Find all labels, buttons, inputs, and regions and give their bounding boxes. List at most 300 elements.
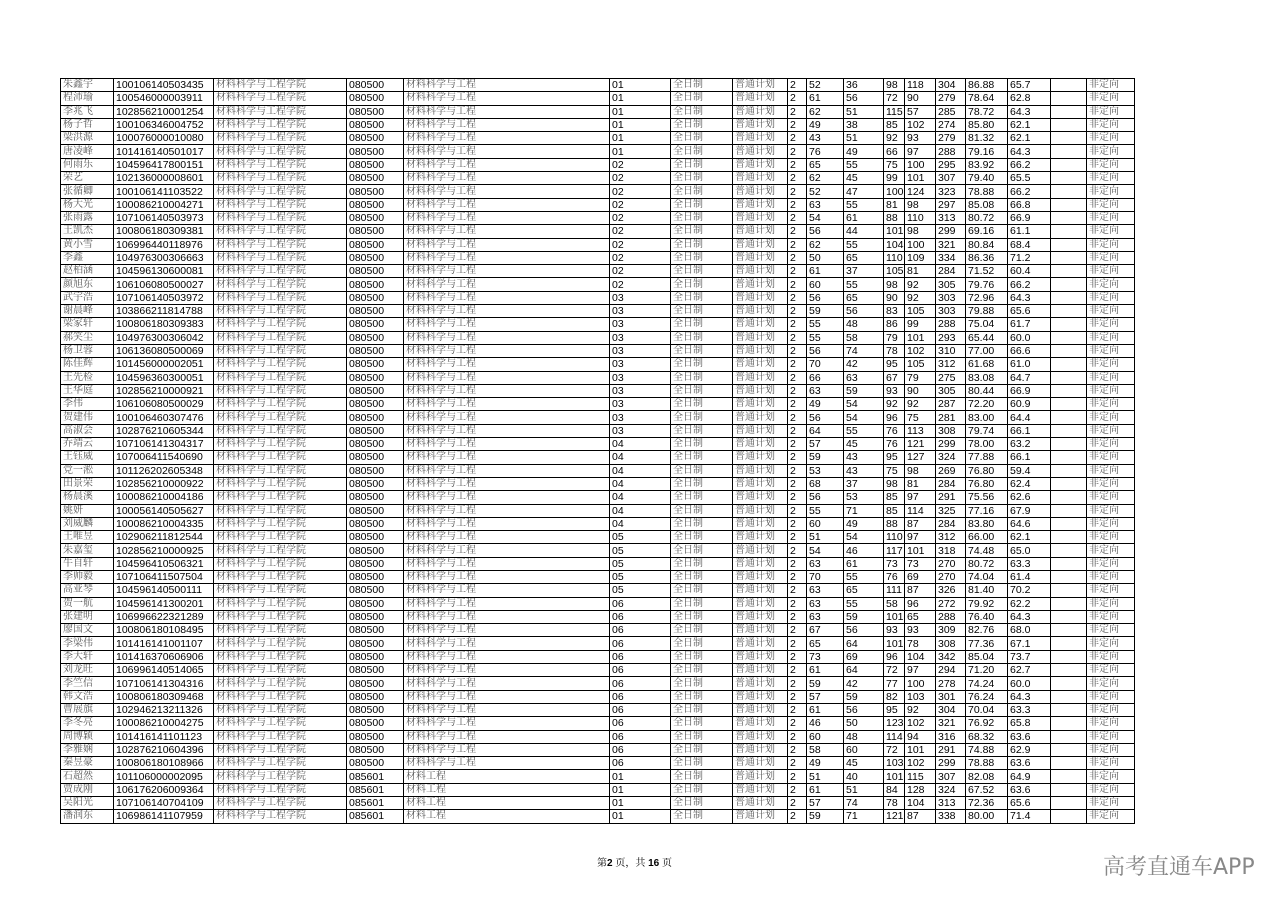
- page-suffix: 页: [659, 858, 673, 869]
- cell-retest: 77.36: [966, 637, 1008, 650]
- cell-exam-id: 104976300306042: [114, 331, 214, 344]
- cell-total: 310: [936, 344, 966, 357]
- cell-politics: 64: [807, 424, 844, 437]
- cell-study-mode: 全日制: [671, 411, 733, 424]
- cell-course-1: 67: [884, 371, 905, 384]
- cell-major-code: 080500: [347, 358, 404, 371]
- cell-plan-type: 普通计划: [733, 92, 788, 105]
- cell-major-code: 080500: [347, 238, 404, 251]
- cell-total: 305: [936, 384, 966, 397]
- cell-total: 338: [936, 810, 966, 823]
- cell-direction: 03: [610, 291, 671, 304]
- table-row: [61, 238, 1135, 251]
- table-row: [61, 517, 1135, 530]
- cell-final-score: 63.3: [1008, 557, 1051, 570]
- cell-course-2: 97: [905, 145, 936, 158]
- cell-total: 287: [936, 398, 966, 411]
- cell-college: 材料科学与工程学院: [214, 398, 347, 411]
- cell-course-2: 57: [905, 105, 936, 118]
- cell-politics: 61: [807, 703, 844, 716]
- cell-course-2: 73: [905, 557, 936, 570]
- cell-major-name: 材料科学与工程: [404, 491, 610, 504]
- table-row: [61, 344, 1135, 357]
- cell-plan-type: 普通计划: [733, 810, 788, 823]
- cell-exam-id: 100546000003911: [114, 92, 214, 105]
- cell-category: 非定向: [1087, 278, 1135, 291]
- cell-exam-id: 101416141001107: [114, 637, 214, 650]
- cell-politics: 70: [807, 570, 844, 583]
- cell-retest: 85.08: [966, 198, 1008, 211]
- cell-politics: 50: [807, 251, 844, 264]
- cell-direction: 03: [610, 411, 671, 424]
- cell-name: 高淑会: [61, 424, 114, 437]
- cell-direction: 03: [610, 358, 671, 371]
- cell-name: 李鑫: [61, 251, 114, 264]
- cell-course-1: 81: [884, 198, 905, 211]
- cell-name: 颜旭东: [61, 278, 114, 291]
- cell-major-name: 材料科学与工程: [404, 305, 610, 318]
- cell-study-mode: 全日制: [671, 438, 733, 451]
- cell-name: 乔靖云: [61, 438, 114, 451]
- cell-final-score: 65.8: [1008, 717, 1051, 730]
- cell-politics: 49: [807, 118, 844, 131]
- cell-course-1: 96: [884, 650, 905, 663]
- cell-category: 非定向: [1087, 438, 1135, 451]
- cell-subject-count: 2: [788, 424, 807, 437]
- cell-remark: [1051, 743, 1087, 756]
- cell-remark: [1051, 384, 1087, 397]
- cell-total: 284: [936, 477, 966, 490]
- cell-final-score: 64.3: [1008, 145, 1051, 158]
- cell-retest: 76.80: [966, 464, 1008, 477]
- cell-direction: 01: [610, 79, 671, 92]
- cell-name: 李兆飞: [61, 105, 114, 118]
- cell-plan-type: 普通计划: [733, 411, 788, 424]
- cell-course-1: 93: [884, 624, 905, 637]
- cell-plan-type: 普通计划: [733, 225, 788, 238]
- cell-politics: 57: [807, 690, 844, 703]
- cell-language: 56: [844, 305, 884, 318]
- cell-major-code: 080500: [347, 703, 404, 716]
- cell-direction: 01: [610, 783, 671, 796]
- cell-course-2: 105: [905, 358, 936, 371]
- cell-direction: 02: [610, 251, 671, 264]
- cell-major-code: 080500: [347, 172, 404, 185]
- cell-exam-id: 100086210004335: [114, 517, 214, 530]
- cell-language: 55: [844, 570, 884, 583]
- cell-course-2: 93: [905, 624, 936, 637]
- cell-total: 334: [936, 251, 966, 264]
- cell-language: 49: [844, 145, 884, 158]
- cell-exam-id: 102856210000922: [114, 477, 214, 490]
- cell-name: 程沛瑜: [61, 92, 114, 105]
- cell-name: 杨卫蓉: [61, 344, 114, 357]
- cell-course-1: 105: [884, 265, 905, 278]
- cell-study-mode: 全日制: [671, 265, 733, 278]
- cell-course-1: 98: [884, 79, 905, 92]
- cell-exam-id: 100086210004275: [114, 717, 214, 730]
- cell-direction: 01: [610, 797, 671, 810]
- cell-exam-id: 106996440118976: [114, 238, 214, 251]
- cell-language: 59: [844, 384, 884, 397]
- cell-retest: 82.08: [966, 770, 1008, 783]
- cell-study-mode: 全日制: [671, 677, 733, 690]
- cell-major-name: 材料科学与工程: [404, 677, 610, 690]
- cell-course-2: 127: [905, 451, 936, 464]
- cell-category: 非定向: [1087, 79, 1135, 92]
- cell-retest: 80.00: [966, 810, 1008, 823]
- cell-retest: 80.84: [966, 238, 1008, 251]
- table-row: [61, 783, 1135, 796]
- cell-total: 274: [936, 118, 966, 131]
- cell-retest: 71.20: [966, 664, 1008, 677]
- cell-politics: 65: [807, 637, 844, 650]
- cell-course-2: 105: [905, 305, 936, 318]
- cell-major-name: 材料科学与工程: [404, 743, 610, 756]
- cell-remark: [1051, 211, 1087, 224]
- cell-college: 材料科学与工程学院: [214, 531, 347, 544]
- cell-politics: 51: [807, 531, 844, 544]
- cell-final-score: 62.1: [1008, 118, 1051, 131]
- cell-major-code: 080500: [347, 464, 404, 477]
- cell-major-code: 080500: [347, 717, 404, 730]
- cell-course-1: 98: [884, 477, 905, 490]
- cell-study-mode: 全日制: [671, 172, 733, 185]
- cell-politics: 56: [807, 344, 844, 357]
- cell-exam-id: 102856210000925: [114, 544, 214, 557]
- cell-course-1: 110: [884, 251, 905, 264]
- cell-category: 非定向: [1087, 411, 1135, 424]
- cell-politics: 63: [807, 384, 844, 397]
- cell-exam-id: 107106140704109: [114, 797, 214, 810]
- cell-course-2: 75: [905, 411, 936, 424]
- cell-final-score: 65.5: [1008, 172, 1051, 185]
- cell-name: 杨大光: [61, 198, 114, 211]
- cell-exam-id: 100806180108495: [114, 624, 214, 637]
- table-row: [61, 743, 1135, 756]
- cell-retest: 69.16: [966, 225, 1008, 238]
- cell-final-score: 64.3: [1008, 291, 1051, 304]
- cell-retest: 80.44: [966, 384, 1008, 397]
- cell-remark: [1051, 145, 1087, 158]
- cell-course-1: 90: [884, 291, 905, 304]
- cell-remark: [1051, 198, 1087, 211]
- cell-college: 材料科学与工程学院: [214, 185, 347, 198]
- cell-plan-type: 普通计划: [733, 371, 788, 384]
- cell-name: 杨子哲: [61, 118, 114, 131]
- cell-subject-count: 2: [788, 517, 807, 530]
- cell-remark: [1051, 677, 1087, 690]
- cell-name: 吴阳光: [61, 797, 114, 810]
- cell-plan-type: 普通计划: [733, 278, 788, 291]
- cell-course-2: 97: [905, 664, 936, 677]
- cell-major-name: 材料科学与工程: [404, 251, 610, 264]
- cell-major-name: 材料科学与工程: [404, 544, 610, 557]
- cell-direction: 03: [610, 424, 671, 437]
- cell-subject-count: 2: [788, 358, 807, 371]
- cell-final-score: 66.9: [1008, 384, 1051, 397]
- cell-category: 非定向: [1087, 198, 1135, 211]
- table-row: [61, 438, 1135, 451]
- cell-exam-id: 107106141304316: [114, 677, 214, 690]
- cell-language: 55: [844, 424, 884, 437]
- cell-language: 65: [844, 584, 884, 597]
- cell-category: 非定向: [1087, 743, 1135, 756]
- cell-remark: [1051, 424, 1087, 437]
- cell-politics: 76: [807, 145, 844, 158]
- cell-college: 材料科学与工程学院: [214, 557, 347, 570]
- cell-major-code: 085601: [347, 810, 404, 823]
- cell-name: 王唯昱: [61, 531, 114, 544]
- cell-language: 46: [844, 544, 884, 557]
- cell-politics: 56: [807, 411, 844, 424]
- cell-study-mode: 全日制: [671, 757, 733, 770]
- cell-major-name: 材料科学与工程: [404, 238, 610, 251]
- cell-direction: 05: [610, 570, 671, 583]
- cell-remark: [1051, 265, 1087, 278]
- cell-study-mode: 全日制: [671, 251, 733, 264]
- cell-subject-count: 2: [788, 198, 807, 211]
- cell-direction: 06: [610, 730, 671, 743]
- cell-course-1: 101: [884, 770, 905, 783]
- cell-politics: 61: [807, 92, 844, 105]
- cell-category: 非定向: [1087, 172, 1135, 185]
- cell-name: 刘威麟: [61, 517, 114, 530]
- cell-subject-count: 2: [788, 278, 807, 291]
- page-mid: 页，共: [612, 858, 649, 869]
- cell-direction: 05: [610, 544, 671, 557]
- cell-remark: [1051, 797, 1087, 810]
- cell-retest: 68.32: [966, 730, 1008, 743]
- cell-final-score: 62.1: [1008, 531, 1051, 544]
- cell-retest: 76.40: [966, 610, 1008, 623]
- cell-language: 36: [844, 79, 884, 92]
- cell-remark: [1051, 810, 1087, 823]
- cell-total: 318: [936, 544, 966, 557]
- cell-politics: 53: [807, 464, 844, 477]
- cell-exam-id: 100106141103522: [114, 185, 214, 198]
- cell-retest: 71.52: [966, 265, 1008, 278]
- cell-major-code: 080500: [347, 198, 404, 211]
- cell-subject-count: 2: [788, 690, 807, 703]
- cell-major-code: 080500: [347, 251, 404, 264]
- cell-total: 269: [936, 464, 966, 477]
- cell-total: 297: [936, 198, 966, 211]
- cell-subject-count: 2: [788, 118, 807, 131]
- cell-subject-count: 2: [788, 717, 807, 730]
- cell-total: 299: [936, 225, 966, 238]
- cell-category: 非定向: [1087, 690, 1135, 703]
- cell-language: 42: [844, 677, 884, 690]
- cell-retest: 65.44: [966, 331, 1008, 344]
- cell-politics: 63: [807, 597, 844, 610]
- cell-course-2: 65: [905, 610, 936, 623]
- cell-total: 281: [936, 411, 966, 424]
- cell-retest: 78.64: [966, 92, 1008, 105]
- cell-subject-count: 2: [788, 584, 807, 597]
- cell-language: 58: [844, 331, 884, 344]
- cell-subject-count: 2: [788, 238, 807, 251]
- cell-final-score: 66.2: [1008, 158, 1051, 171]
- cell-study-mode: 全日制: [671, 504, 733, 517]
- cell-study-mode: 全日制: [671, 318, 733, 331]
- cell-language: 61: [844, 211, 884, 224]
- cell-college: 材料科学与工程学院: [214, 172, 347, 185]
- cell-course-2: 103: [905, 690, 936, 703]
- cell-name: 李帅毅: [61, 570, 114, 583]
- cell-politics: 66: [807, 371, 844, 384]
- cell-study-mode: 全日制: [671, 305, 733, 318]
- cell-name: 党一淞: [61, 464, 114, 477]
- cell-politics: 49: [807, 398, 844, 411]
- cell-politics: 63: [807, 610, 844, 623]
- cell-exam-id: 102136000008601: [114, 172, 214, 185]
- cell-direction: 06: [610, 624, 671, 637]
- table-row: [61, 717, 1135, 730]
- cell-plan-type: 普通计划: [733, 158, 788, 171]
- cell-category: 非定向: [1087, 398, 1135, 411]
- cell-course-2: 121: [905, 438, 936, 451]
- cell-major-code: 080500: [347, 305, 404, 318]
- table-row: [61, 451, 1135, 464]
- cell-course-1: 110: [884, 531, 905, 544]
- cell-category: 非定向: [1087, 677, 1135, 690]
- table-row: [61, 291, 1135, 304]
- cell-language: 43: [844, 451, 884, 464]
- cell-politics: 51: [807, 770, 844, 783]
- cell-name: 张雨露: [61, 211, 114, 224]
- table-row: [61, 757, 1135, 770]
- cell-category: 非定向: [1087, 637, 1135, 650]
- cell-total: 323: [936, 185, 966, 198]
- cell-college: 材料科学与工程学院: [214, 717, 347, 730]
- cell-direction: 04: [610, 464, 671, 477]
- cell-major-name: 材料科学与工程: [404, 185, 610, 198]
- cell-final-score: 64.9: [1008, 770, 1051, 783]
- cell-category: 非定向: [1087, 424, 1135, 437]
- cell-category: 非定向: [1087, 105, 1135, 118]
- cell-course-2: 113: [905, 424, 936, 437]
- cell-major-name: 材料科学与工程: [404, 717, 610, 730]
- cell-major-name: 材料科学与工程: [404, 92, 610, 105]
- cell-plan-type: 普通计划: [733, 597, 788, 610]
- cell-retest: 79.40: [966, 172, 1008, 185]
- cell-course-2: 87: [905, 584, 936, 597]
- cell-plan-type: 普通计划: [733, 464, 788, 477]
- cell-category: 非定向: [1087, 145, 1135, 158]
- table-row: [61, 770, 1135, 783]
- cell-major-code: 080500: [347, 504, 404, 517]
- cell-politics: 60: [807, 278, 844, 291]
- cell-study-mode: 全日制: [671, 105, 733, 118]
- cell-politics: 56: [807, 291, 844, 304]
- cell-politics: 61: [807, 265, 844, 278]
- cell-study-mode: 全日制: [671, 79, 733, 92]
- cell-politics: 65: [807, 158, 844, 171]
- cell-final-score: 64.3: [1008, 610, 1051, 623]
- cell-college: 材料科学与工程学院: [214, 251, 347, 264]
- cell-total: 301: [936, 690, 966, 703]
- cell-total: 324: [936, 783, 966, 796]
- cell-remark: [1051, 451, 1087, 464]
- cell-retest: 67.52: [966, 783, 1008, 796]
- cell-name: 李雅娴: [61, 743, 114, 756]
- cell-college: 材料科学与工程学院: [214, 358, 347, 371]
- cell-category: 非定向: [1087, 624, 1135, 637]
- cell-major-code: 080500: [347, 677, 404, 690]
- cell-course-1: 75: [884, 158, 905, 171]
- cell-retest: 79.74: [966, 424, 1008, 437]
- table-body: [61, 79, 1135, 824]
- cell-retest: 78.88: [966, 185, 1008, 198]
- table-row: [61, 677, 1135, 690]
- cell-language: 40: [844, 770, 884, 783]
- cell-category: 非定向: [1087, 451, 1135, 464]
- cell-category: 非定向: [1087, 544, 1135, 557]
- cell-language: 65: [844, 251, 884, 264]
- cell-course-2: 109: [905, 251, 936, 264]
- cell-category: 非定向: [1087, 570, 1135, 583]
- cell-study-mode: 全日制: [671, 544, 733, 557]
- cell-language: 71: [844, 504, 884, 517]
- cell-retest: 74.48: [966, 544, 1008, 557]
- cell-course-1: 88: [884, 517, 905, 530]
- cell-language: 69: [844, 650, 884, 663]
- cell-course-2: 102: [905, 717, 936, 730]
- cell-major-code: 080500: [347, 291, 404, 304]
- cell-plan-type: 普通计划: [733, 797, 788, 810]
- cell-politics: 57: [807, 438, 844, 451]
- cell-retest: 77.88: [966, 451, 1008, 464]
- cell-major-name: 材料科学与工程: [404, 278, 610, 291]
- cell-politics: 59: [807, 677, 844, 690]
- cell-subject-count: 2: [788, 384, 807, 397]
- cell-remark: [1051, 291, 1087, 304]
- cell-major-name: 材料科学与工程: [404, 198, 610, 211]
- cell-politics: 52: [807, 185, 844, 198]
- cell-remark: [1051, 717, 1087, 730]
- cell-major-name: 材料科学与工程: [404, 172, 610, 185]
- table-row: [61, 211, 1135, 224]
- cell-direction: 01: [610, 145, 671, 158]
- cell-retest: 86.88: [966, 79, 1008, 92]
- cell-direction: 01: [610, 118, 671, 131]
- cell-major-name: 材料科学与工程: [404, 690, 610, 703]
- cell-major-code: 080500: [347, 690, 404, 703]
- cell-college: 材料科学与工程学院: [214, 344, 347, 357]
- cell-exam-id: 107106140503973: [114, 211, 214, 224]
- cell-name: 陈佳辉: [61, 358, 114, 371]
- cell-study-mode: 全日制: [671, 384, 733, 397]
- cell-final-score: 61.4: [1008, 570, 1051, 583]
- cell-course-1: 77: [884, 677, 905, 690]
- cell-exam-id: 100806180309383: [114, 318, 214, 331]
- cell-final-score: 60.9: [1008, 398, 1051, 411]
- cell-major-code: 080500: [347, 557, 404, 570]
- cell-subject-count: 2: [788, 172, 807, 185]
- table-row: [61, 118, 1135, 131]
- cell-subject-count: 2: [788, 637, 807, 650]
- cell-course-1: 82: [884, 690, 905, 703]
- cell-final-score: 65.6: [1008, 305, 1051, 318]
- cell-final-score: 73.7: [1008, 650, 1051, 663]
- cell-major-name: 材料科学与工程: [404, 105, 610, 118]
- cell-course-2: 87: [905, 810, 936, 823]
- cell-major-code: 085601: [347, 770, 404, 783]
- page-prefix: 第: [597, 858, 607, 869]
- table-row: [61, 318, 1135, 331]
- cell-course-1: 99: [884, 172, 905, 185]
